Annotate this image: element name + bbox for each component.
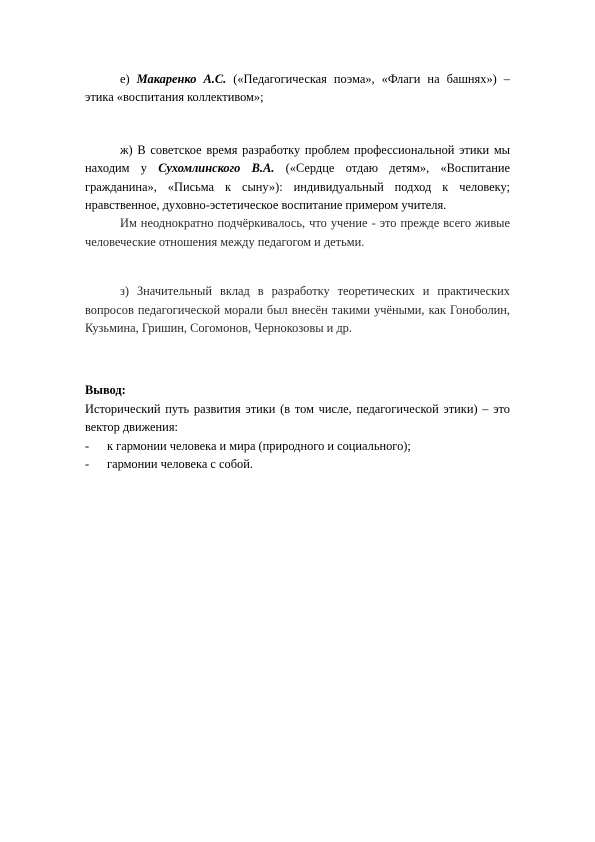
paragraph-zh-text: («Сердце отдаю детям», «Воспитание гражданина», «Письма к сыну»): индивидуальный подход к человеку; нравственное, духовно-эстетическое воспитание примером учителя. <box>85 161 511 213</box>
list-item <box>85 455 510 473</box>
paragraph-zh-prefix: ж) В советское время разработку проблем профессиональной этики мы находим у <box>85 142 510 176</box>
paragraph-criticism: Им неоднократно подчёркивалось, что учение - это прежде всего живые человеческие отношения между педагогом и детьми. <box>85 216 510 249</box>
list-item <box>85 437 510 455</box>
conclusion-heading: Вывод: <box>85 383 126 398</box>
author-sukhomlinsky: Сухомлинского В.А. <box>158 161 275 176</box>
paragraph-z: з) Значительный вклад в разработку теоретических и практических вопросов педагогической морали был внесён такими учёными, как Гоноболин, Кузьмина, Гришин, Согомонов, Чернокозовы и др. <box>85 284 510 336</box>
paragraph-e-text: («Педагогическая поэма», «Флаги на башнях») – этика «воспитания коллективом»; <box>85 72 510 105</box>
paragraph-zh <box>85 141 510 215</box>
list-item-text: гармонии человека с собой. <box>107 457 253 472</box>
paragraph-e-prefix: е) <box>120 72 137 86</box>
document-page <box>85 70 510 474</box>
conclusion-text: Исторический путь развития этики (в том числе, педагогической этики) – это вектор движения: <box>85 401 510 435</box>
list-dash: - <box>85 438 90 453</box>
list-dash: - <box>85 457 90 472</box>
author-makarenko: Макаренко А.С. <box>136 72 227 86</box>
paragraph-e <box>85 70 510 107</box>
list-item-text: к гармонии человека и мира (природного и социального); <box>107 438 411 453</box>
